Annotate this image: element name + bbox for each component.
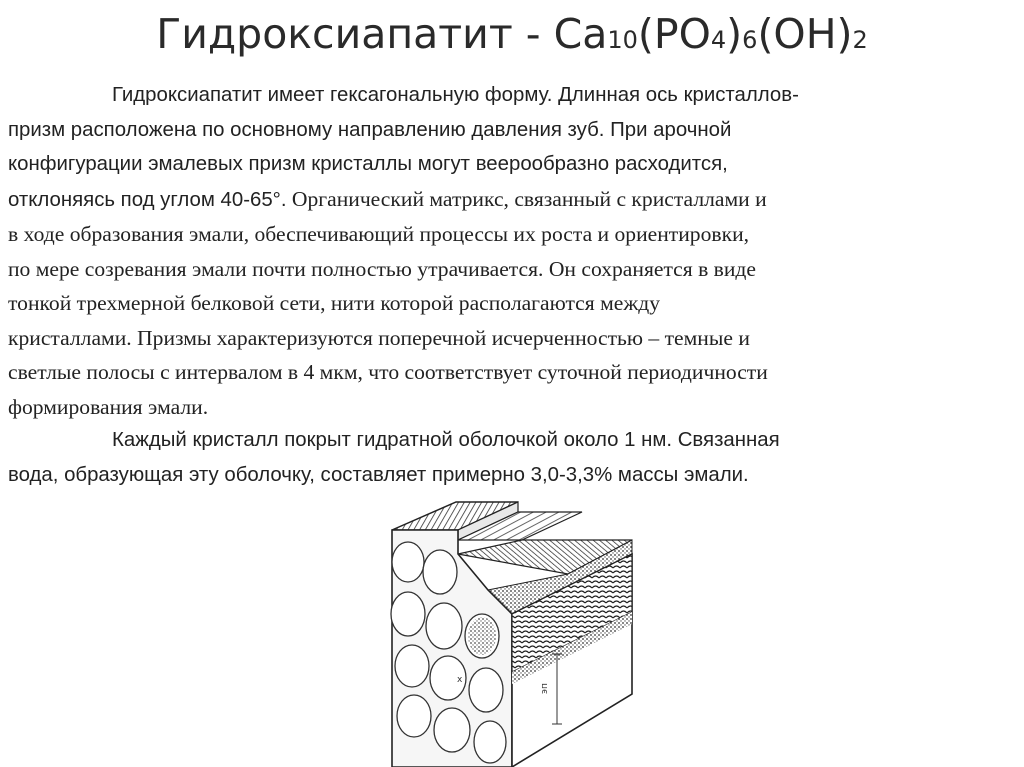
text-line: отклоняясь под углом 40-65°. Органический матрикс, связанный с кристаллами и [8,186,767,211]
text-line: светлые полосы с интервалом в 4 мкм, что соответствует суточной периодичности [8,360,768,384]
svg-text:x: x [457,675,463,685]
text-line: Гидроксиапатит имеет гексагональную форму. Длинная ось кристаллов- [112,84,799,106]
svg-text:эп: эп [540,683,550,694]
text-line: вода, образующая эту оболочку, составляет примерно 3,0-3,3% массы эмали. [8,463,749,486]
text-line: в ходе образования эмали, обеспечивающий процессы их роста и ориентировки, [8,222,750,246]
text-line: конфигурации эмалевых призм кристаллы могут веерообразно расходится, [8,153,728,175]
paragraph-hydrate-shell [8,423,1013,492]
text-line: тонкой трехмерной белковой сети, нити которой располагаются между [8,291,661,315]
paragraph-crystal-structure [8,78,1013,424]
text-line: Каждый кристалл покрыт гидратной оболочкой около 1 нм. Связанная [112,429,780,451]
text-line: формирования эмали. [8,394,209,419]
enamel-prism-block-illustration [382,494,640,767]
text-line: кристаллами. Призмы характеризуются поперечной исчерченностью – темные и [8,325,750,350]
slide-title: Гидроксиапатит - Ca10(PO4)6(OH)2 [156,10,868,58]
front-face-prisms [391,530,512,767]
text-line: призм расположена по основному направлению давления зуб. При арочной [8,118,732,141]
text-line: по мере созревания эмали почти полностью утрачивается. Он сохраняется в виде [8,256,756,281]
